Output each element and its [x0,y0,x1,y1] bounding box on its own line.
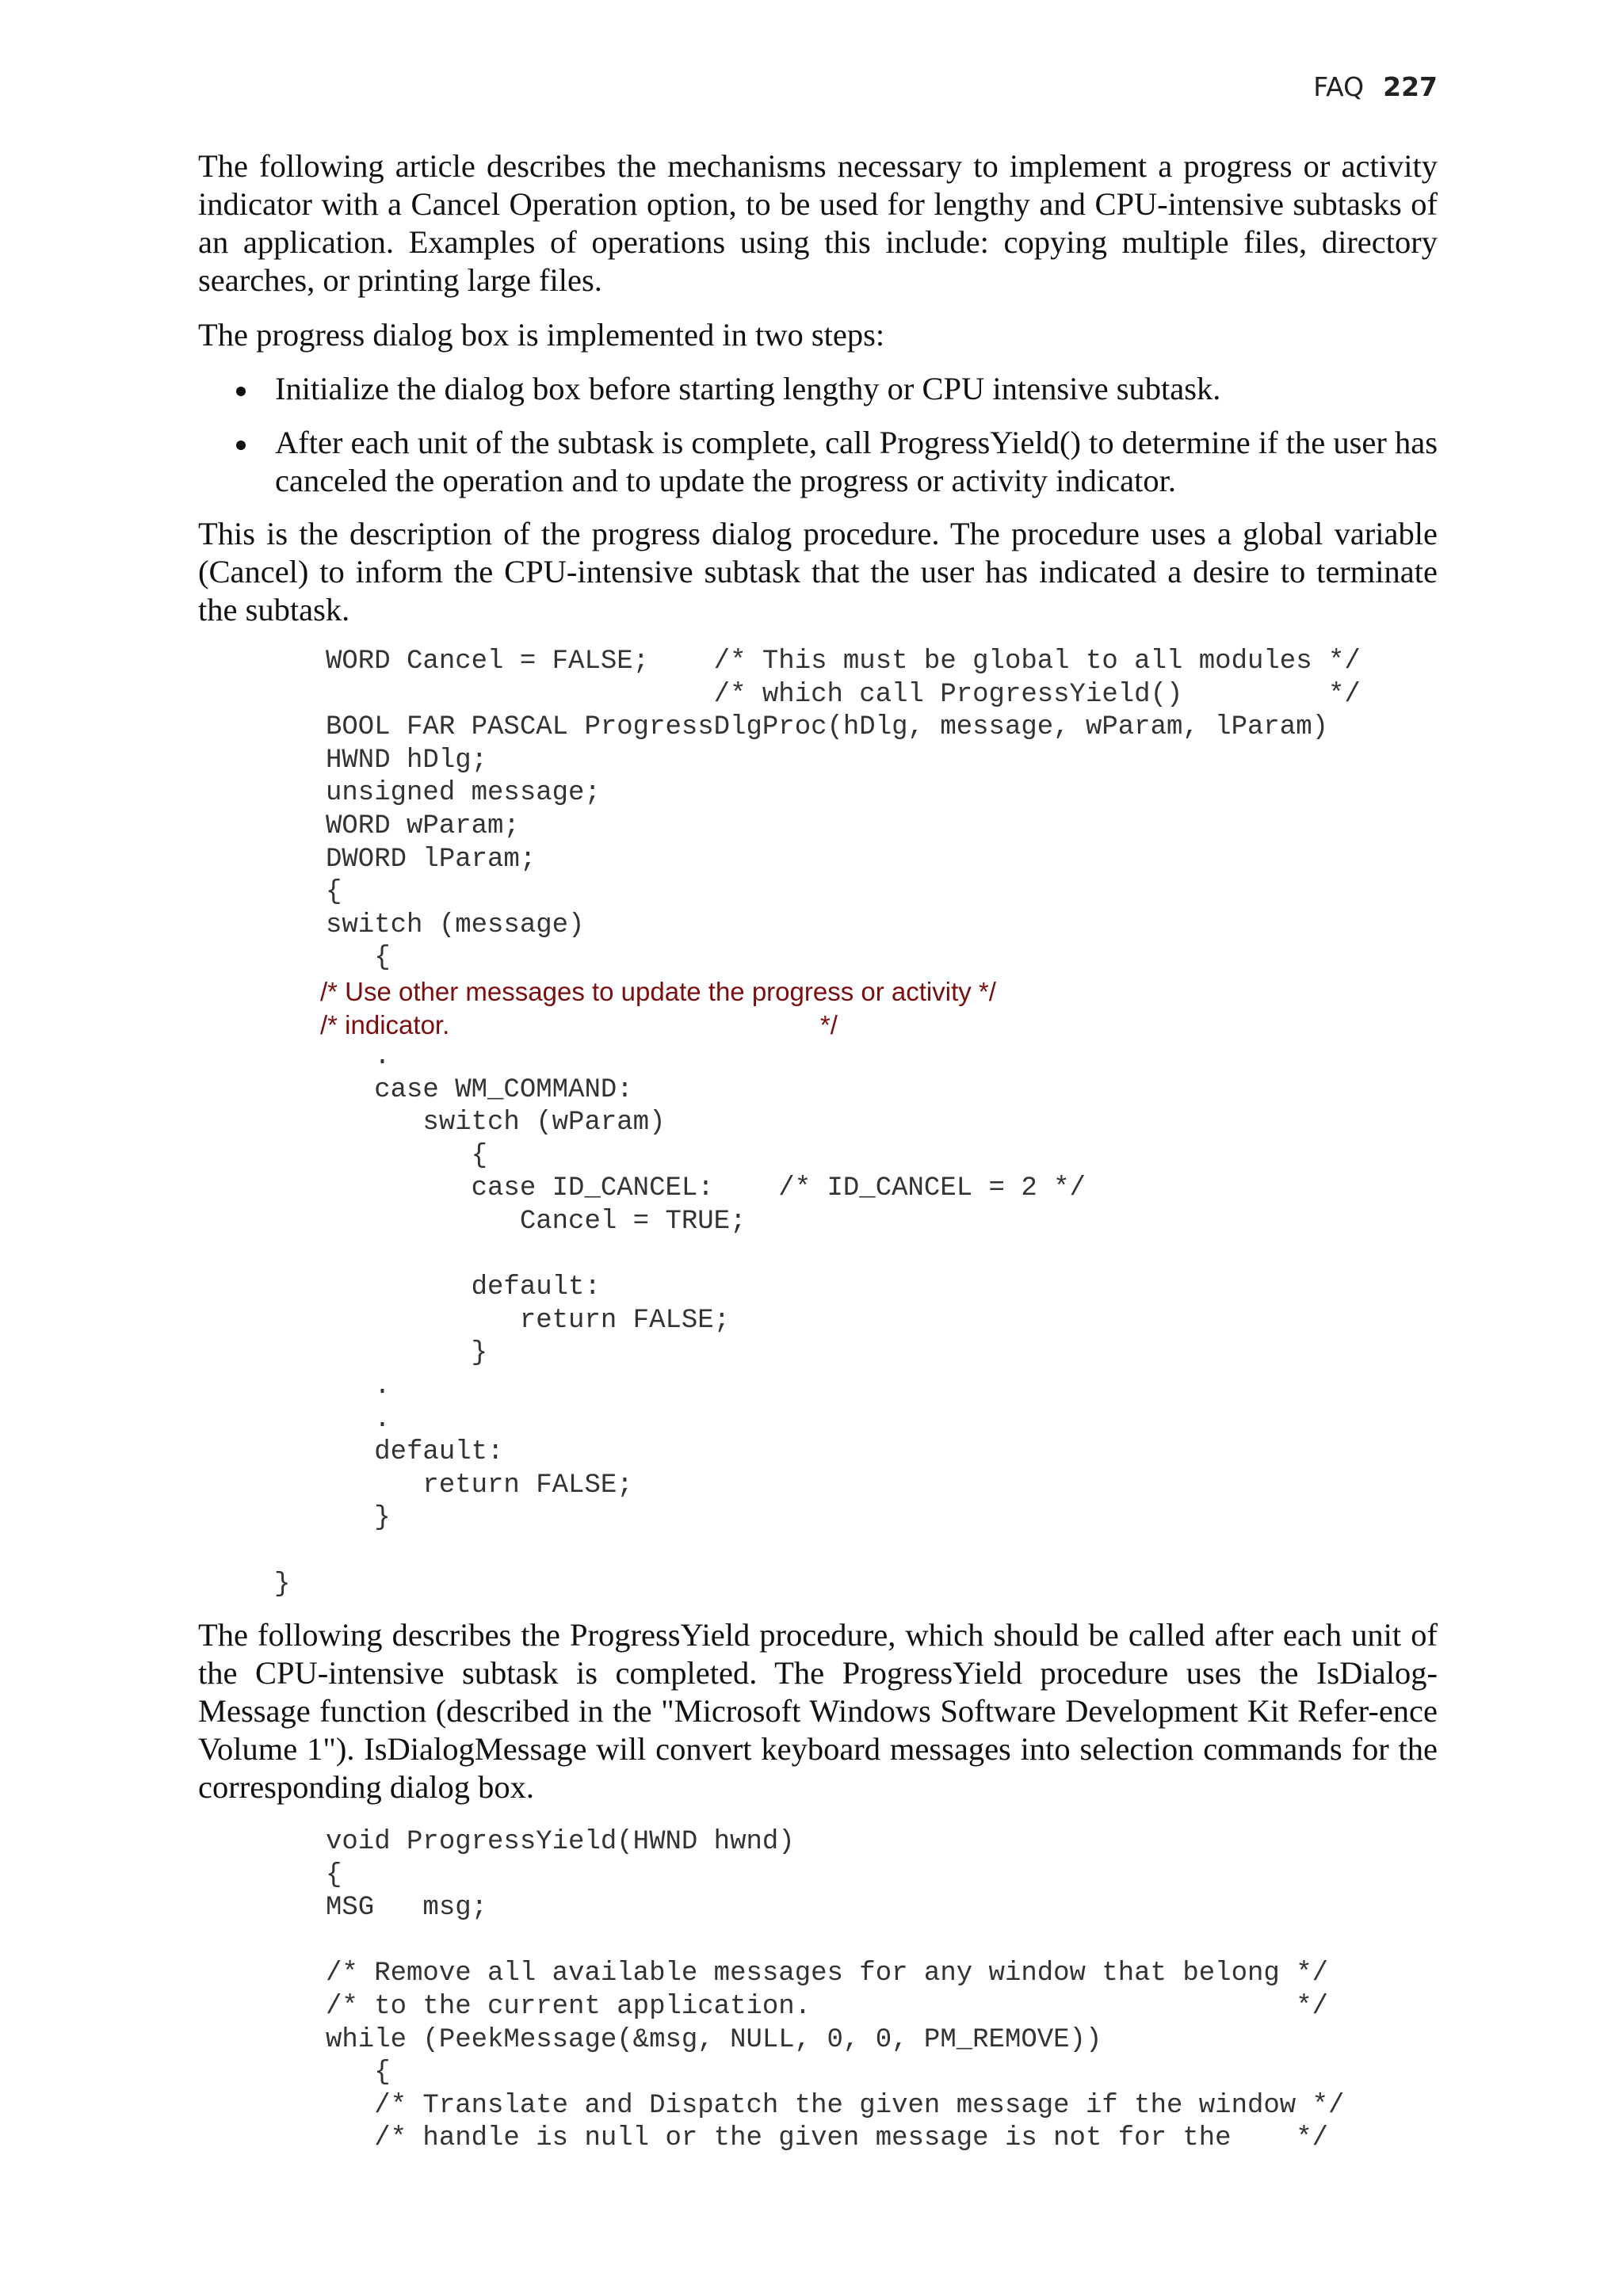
page-header [1303,67,1438,106]
code-block-dialog-proc-part2: . case WM_COMMAND: switch (wParam) { case ID_CANCEL: /* ID_CANCEL = 2 */ Cancel = TRUE; default: return FALSE; } . . default: return FALSE; } [374,1042,1086,1534]
paragraph-progress-yield: The following describes the ProgressYield procedure, which should be called after each unit of the CPU-intensive subtask is completed. The ProgressYield procedure uses the IsDialog-Message function (described in the "Microsoft Windows Software Development Kit Refer-ence Volume 1"). IsDialogMessage will convert keyboard messages into selection commands for the corresponding dialog box. [198,1617,1438,1805]
bullet-marker [236,441,246,450]
page-number: 227 [1383,71,1438,102]
code-block-dialog-proc-part1: WORD Cancel = FALSE; /* This must be global to all modules */ /* which call ProgressYield() */ BOOL FAR PASCAL ProgressDlgProc(hDlg, message, wParam, lParam) HWND hDlg; unsigned message; WORD wParam; DWORD lParam; { switch (message) { [326,646,1361,974]
code-closing-brace: } [274,1569,291,1600]
section-title: FAQ [1313,71,1365,102]
bullet-item-2: After each unit of the subtask is complete, call ProgressYield() to determine if the user has canceled the operation and to update the progress or activity indicator. [275,425,1438,498]
code-comment-red: /* Use other messages to update the progress or activity */ /* indicator. */ [320,977,996,1039]
bullet-marker [236,387,246,396]
paragraph-intro: The following article describes the mechanisms necessary to implement a progress or activity indicator with a Cancel Operation option, to be used for lengthy and CPU-intensive subtasks of an application. Examples of operations using this include: copying multiple files, directory searches, or printing large files. [198,148,1438,298]
paragraph-dialog-procedure: This is the description of the progress dialog procedure. The procedure uses a global variable (Cancel) to inform the CPU-intensive subtask that the user has indicated a desire to terminate the subtask. [198,516,1438,627]
bullet-item-1: Initialize the dialog box before starting lengthy or CPU intensive subtask. [275,371,1221,406]
code-block-progress-yield: void ProgressYield(HWND hwnd) { MSG msg; /* Remove all available messages for any window that belong */ /* to the current application. */ while (PeekMessage(&msg, NULL, 0, 0, PM_REMOVE)) { /* Translate and Dispatch the given message if the window */ /* handle is null or the given message is not for the */ [326,1827,1345,2154]
paragraph-steps-intro: The progress dialog box is implemented in two steps: [198,317,885,353]
